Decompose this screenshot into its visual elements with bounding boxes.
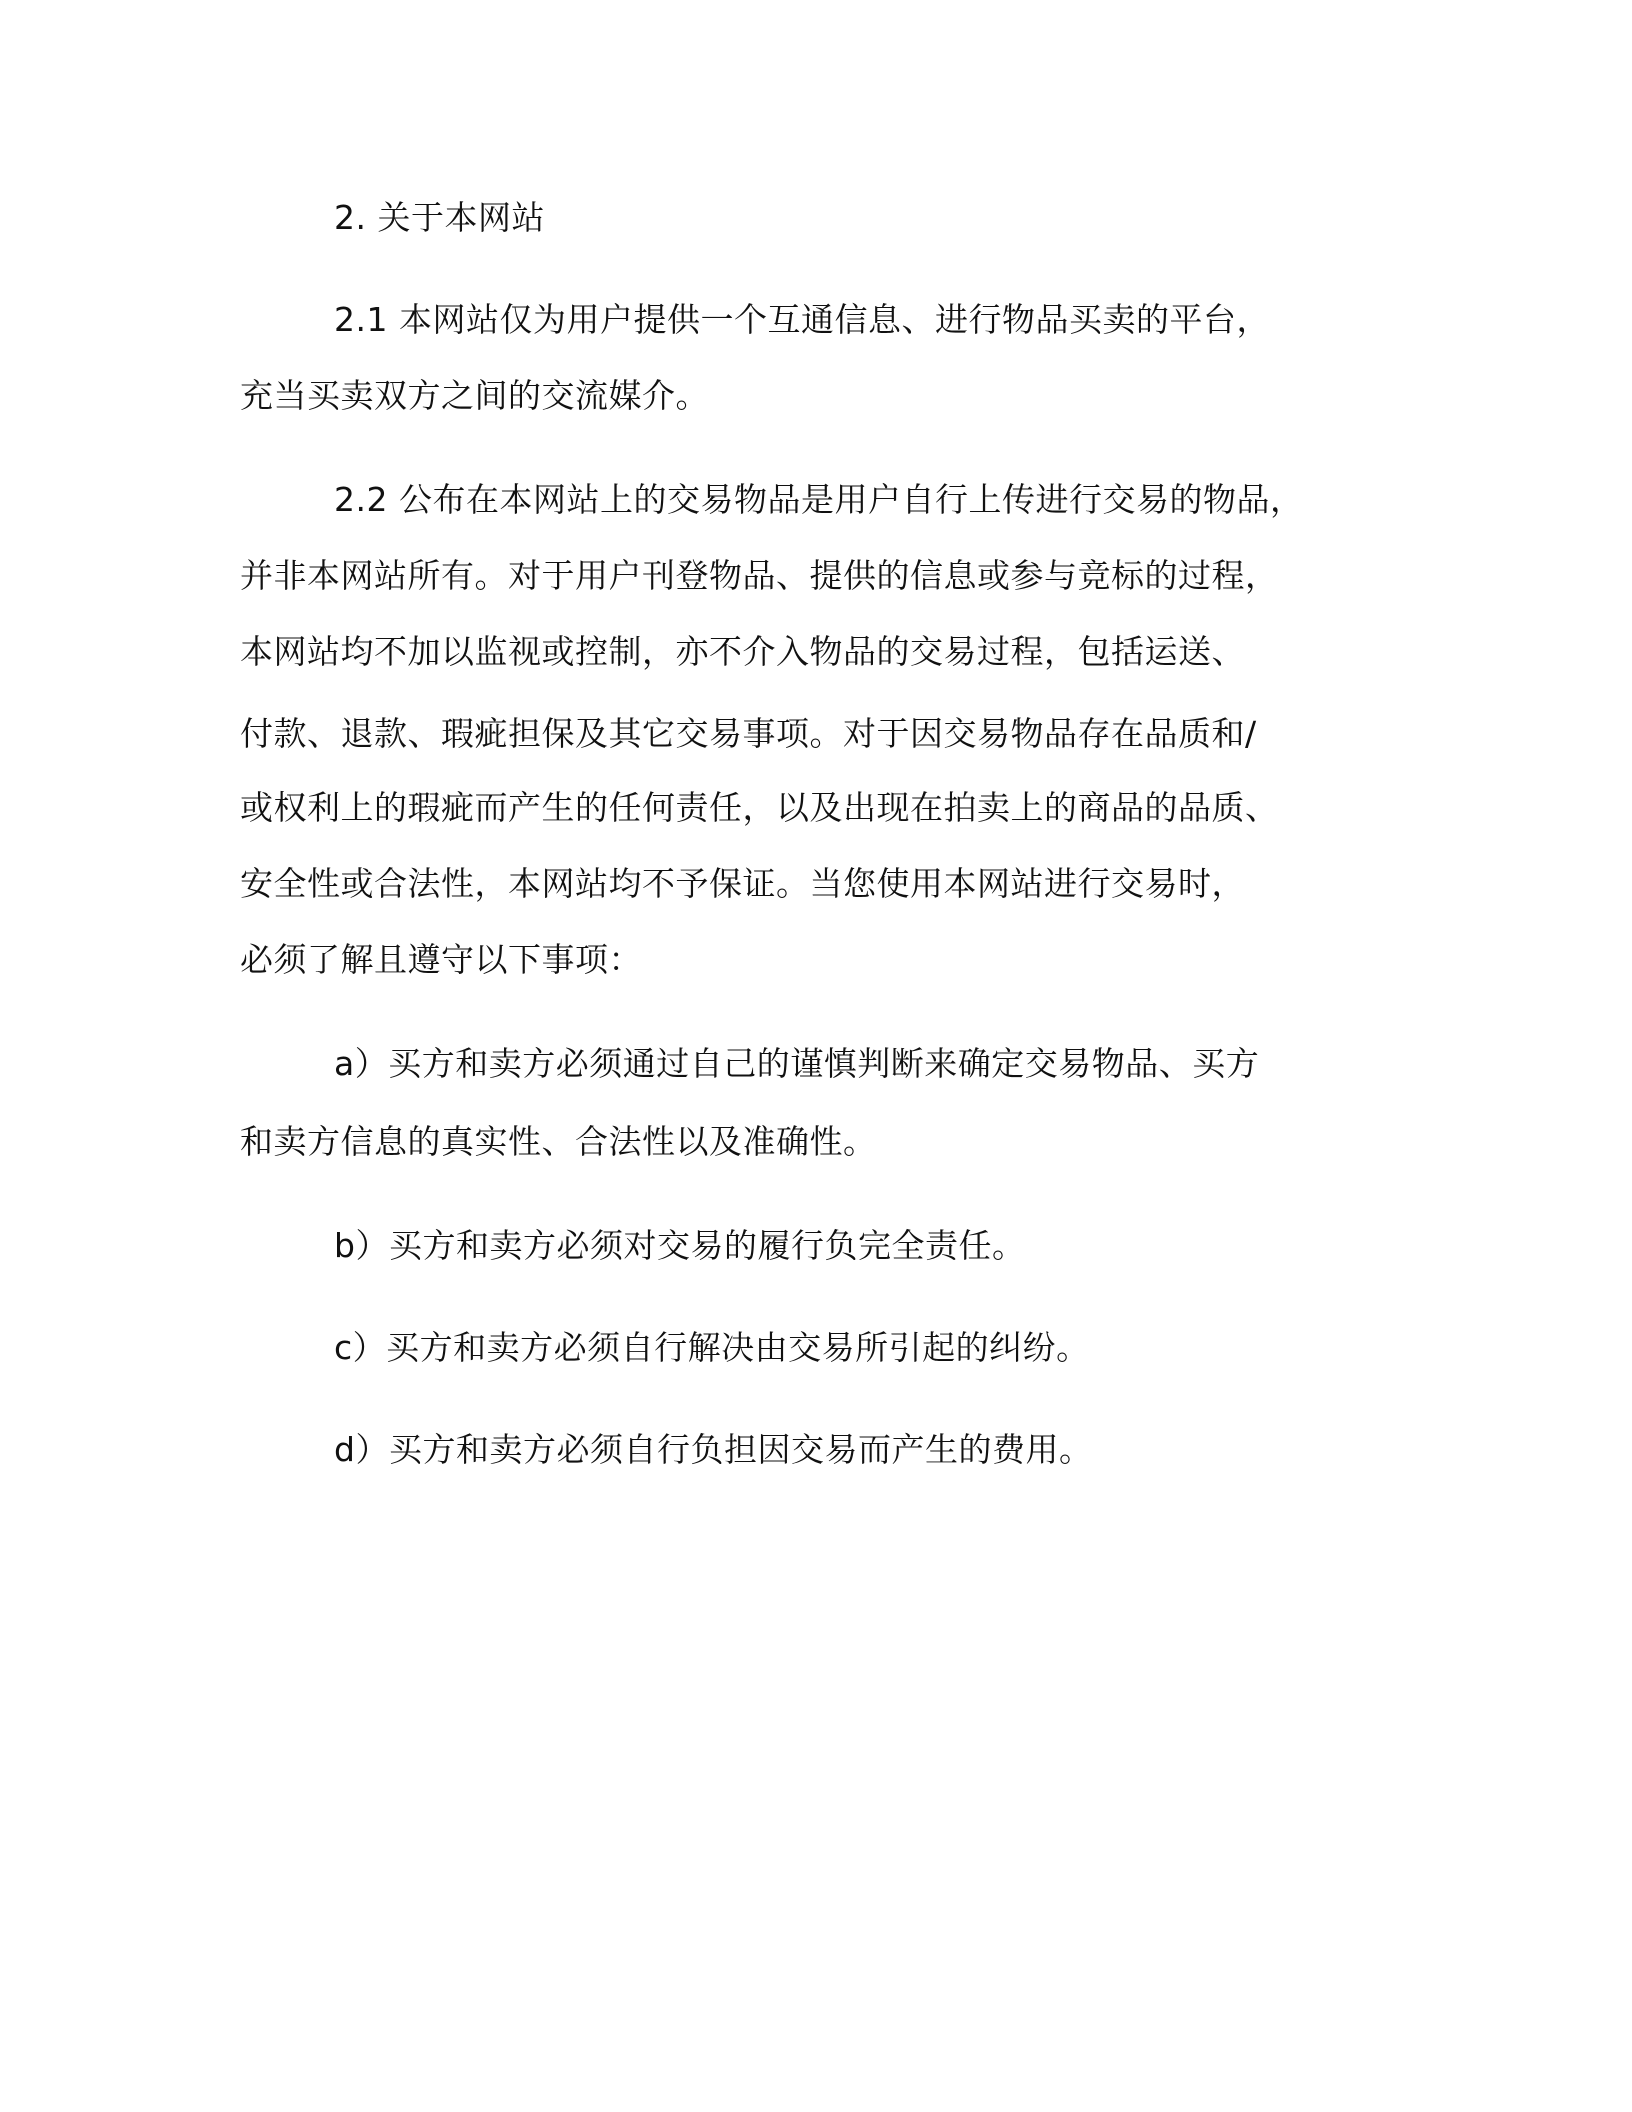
list-item-c: c）买方和卖方必须自行解决由交易所引起的纠纷。: [334, 1328, 1090, 1367]
paragraph-2-2-line-3: 本网站均不加以监视或控制，亦不介入物品的交易过程，包括运送、: [240, 632, 1245, 671]
list-item-b: b）买方和卖方必须对交易的履行负完全责任。: [334, 1226, 1026, 1265]
paragraph-2-2-line-7: 必须了解且遵守以下事项：: [240, 940, 642, 979]
paragraph-2-2-line-5: 或权利上的瑕疵而产生的任何责任，以及出现在拍卖上的商品的品质、: [240, 788, 1279, 827]
paragraph-2-2-line-2: 并非本网站所有。对于用户刊登物品、提供的信息或参与竞标的过程，: [240, 556, 1279, 595]
paragraph-2-2-line-4: 付款、退款、瑕疵担保及其它交易事项。对于因交易物品存在品质和/: [240, 714, 1257, 753]
list-item-a-line-2: 和卖方信息的真实性、合法性以及准确性。: [240, 1122, 877, 1161]
list-item-d: d）买方和卖方必须自行负担因交易而产生的费用。: [334, 1430, 1093, 1469]
paragraph-2-1-line-1: 2.1 本网站仅为用户提供一个互通信息、进行物品买卖的平台，: [334, 300, 1270, 339]
paragraph-2-2-line-6: 安全性或合法性，本网站均不予保证。当您使用本网站进行交易时，: [240, 864, 1245, 903]
section-heading: 2. 关于本网站: [334, 198, 545, 237]
paragraph-2-2-line-1: 2.2 公布在本网站上的交易物品是用户自行上传进行交易的物品，: [334, 480, 1304, 519]
paragraph-2-1-line-2: 充当买卖双方之间的交流媒介。: [240, 376, 709, 415]
list-item-a-line-1: a）买方和卖方必须通过自己的谨慎判断来确定交易物品、买方: [334, 1044, 1260, 1083]
